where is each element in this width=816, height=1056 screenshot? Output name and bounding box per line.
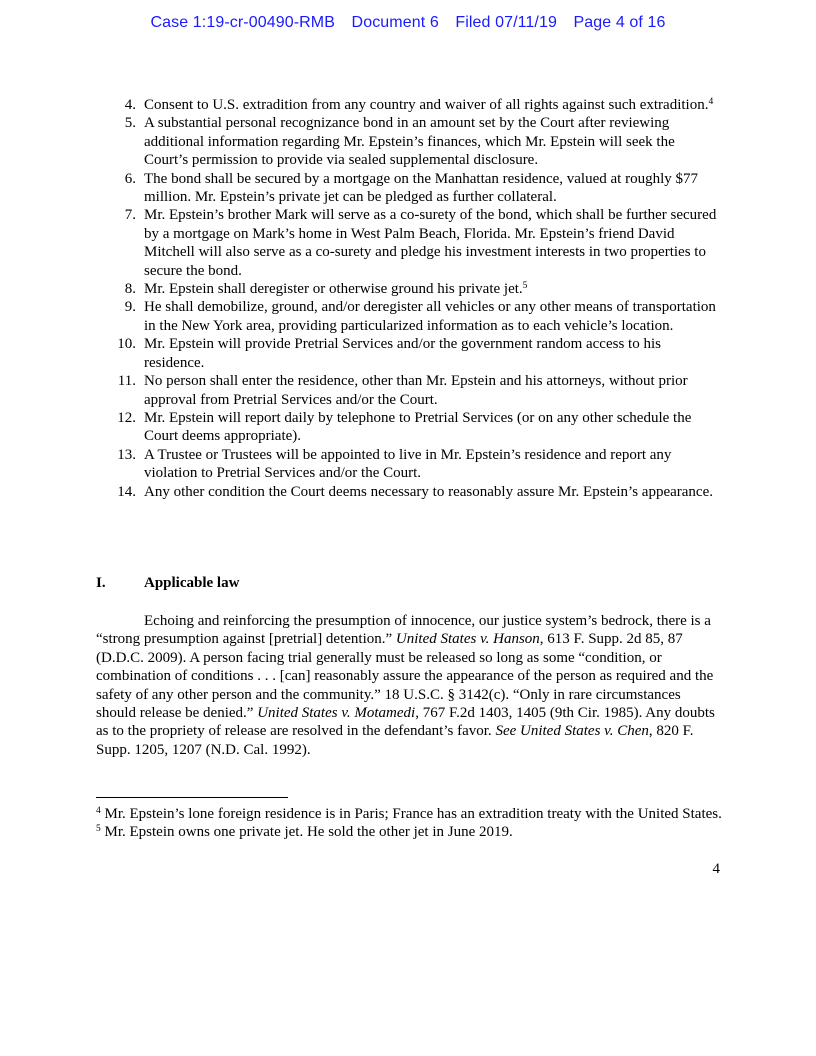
- paragraph-text: , 820 F. Supp. 1205, 1207 (N.D. Cal. 1992).: [96, 723, 694, 758]
- list-item-text: The bond shall be secured by a mortgage on the Manhattan residence, valued at roughly $77 million. Mr. Epstein’s private jet can be pledged as further collateral.: [144, 170, 698, 206]
- list-item: [96, 280, 720, 298]
- list-item: [96, 335, 720, 372]
- list-item: [96, 446, 720, 483]
- list-item-text: Mr. Epstein will report daily by telephone to Pretrial Services (or on any other schedule the Court deems appropriate).: [144, 409, 692, 445]
- list-item-number: 10.: [117, 336, 136, 353]
- list-item-text: Any other condition the Court deems necessary to reasonably assure Mr. Epstein’s appearance.: [144, 483, 713, 500]
- footnote: [96, 824, 722, 842]
- list-item-number: 5.: [124, 115, 136, 132]
- list-item-text: A Trustee or Trustees will be appointed to live in Mr. Epstein’s residence and report any violation to Pretrial Services and/or the Court.: [144, 446, 672, 482]
- footnote-number: 5: [96, 823, 101, 834]
- list-item: [96, 298, 720, 335]
- list-item: [96, 483, 720, 501]
- footnote-divider: [96, 797, 288, 798]
- list-item-text: Mr. Epstein will provide Pretrial Services and/or the government random access to his residence.: [144, 336, 661, 371]
- list-item-number: 4.: [124, 97, 136, 113]
- list-item-number: 12.: [117, 409, 136, 426]
- paragraph-text: Echoing and reinforcing the presumption of innocence, our justice system’s bedrock, there is a “strong presumption against [pretrial] detention.”: [96, 613, 711, 648]
- list-item-text: Mr. Epstein shall deregister or otherwise ground his private jet.: [144, 281, 523, 298]
- list-item-text: A substantial personal recognizance bond in an amount set by the Court after reviewing additional information regarding Mr. Epstein’s finances, which Mr. Epstein will seek the Court’s permission to provide via sealed supplemental disclosure.: [144, 115, 675, 169]
- footnote-text: Mr. Epstein’s lone foreign residence is in Paris; France has an extradition treaty with the United States.: [100, 806, 722, 822]
- list-item-number: 8.: [124, 281, 136, 298]
- list-item: [96, 409, 720, 446]
- list-item-text: He shall demobilize, ground, and/or deregister all vehicles or any other means of transportation in the New York area, providing particularized information as to each vehicle’s location.: [144, 299, 716, 334]
- list-item-text: No person shall enter the residence, other than Mr. Epstein and his attorneys, without prior approval from Pretrial Services and/or the Court.: [144, 373, 688, 408]
- case-citation: United States v. Hanson: [395, 631, 540, 648]
- conditions-list: [96, 96, 720, 501]
- filed-date: Filed 07/11/19: [455, 14, 557, 31]
- section-title: Applicable law: [144, 575, 240, 591]
- list-item-number: 11.: [117, 373, 136, 390]
- footnote: [96, 806, 722, 824]
- case-citation: See United States v. Chen: [495, 723, 649, 740]
- footnote-number: 4: [96, 806, 101, 816]
- case-number: Case 1:19-cr-00490-RMB: [150, 14, 335, 31]
- footnote-ref: 4: [708, 97, 714, 107]
- list-item-number: 6.: [124, 170, 136, 187]
- footnote-text: Mr. Epstein owns one private jet. He sold the other jet in June 2019.: [100, 823, 513, 840]
- page-indicator: Page 4 of 16: [573, 14, 666, 31]
- list-item-number: 14.: [117, 483, 136, 500]
- section-heading: [96, 574, 720, 592]
- list-item-text: Mr. Epstein’s brother Mark will serve as a co-surety of the bond, which shall be further secured by a mortgage on Mark’s home in West Palm Beach, Florida. Mr. Epstein’s friend David Mitchell will also serve as a co-surety and pledge his investment interests in two properties to secure the bond.: [144, 207, 717, 279]
- list-item: [96, 170, 720, 207]
- list-item-text: Consent to U.S. extradition from any country and waiver of all rights against such extradition.: [144, 97, 709, 113]
- list-item: [96, 206, 720, 280]
- list-item-number: 7.: [124, 207, 136, 224]
- footnote-ref: 5: [522, 281, 528, 292]
- section-numeral: I.: [96, 575, 106, 591]
- ecf-header: [0, 14, 816, 32]
- page-number: 4: [712, 861, 720, 877]
- list-item-number: 9.: [124, 299, 136, 316]
- list-item: [96, 96, 720, 114]
- paragraph-text: , 767 F.2d 1403, 1405 (9th Cir. 1985). Any doubts as to the propriety of release are resolved in the defendant’s favor.: [96, 705, 715, 740]
- paragraph-text: , 613 F. Supp. 2d 85, 87 (D.D.C. 2009). A person facing trial generally must be released so long as some “condition, or combination of conditions . . . [can] reasonably assure the appearance of the person as required and the safety of any other person and the community.” 18 U.S.C. § 3142(c). “Only in rare circumstances should release be denied.”: [96, 631, 714, 722]
- list-item: [96, 372, 720, 409]
- document-number: Document 6: [351, 14, 439, 31]
- list-item-number: 13.: [117, 446, 136, 463]
- body-paragraph: [96, 612, 720, 759]
- footnotes: [96, 806, 722, 841]
- case-citation: United States v. Motamedi: [257, 705, 416, 722]
- list-item: [96, 114, 720, 169]
